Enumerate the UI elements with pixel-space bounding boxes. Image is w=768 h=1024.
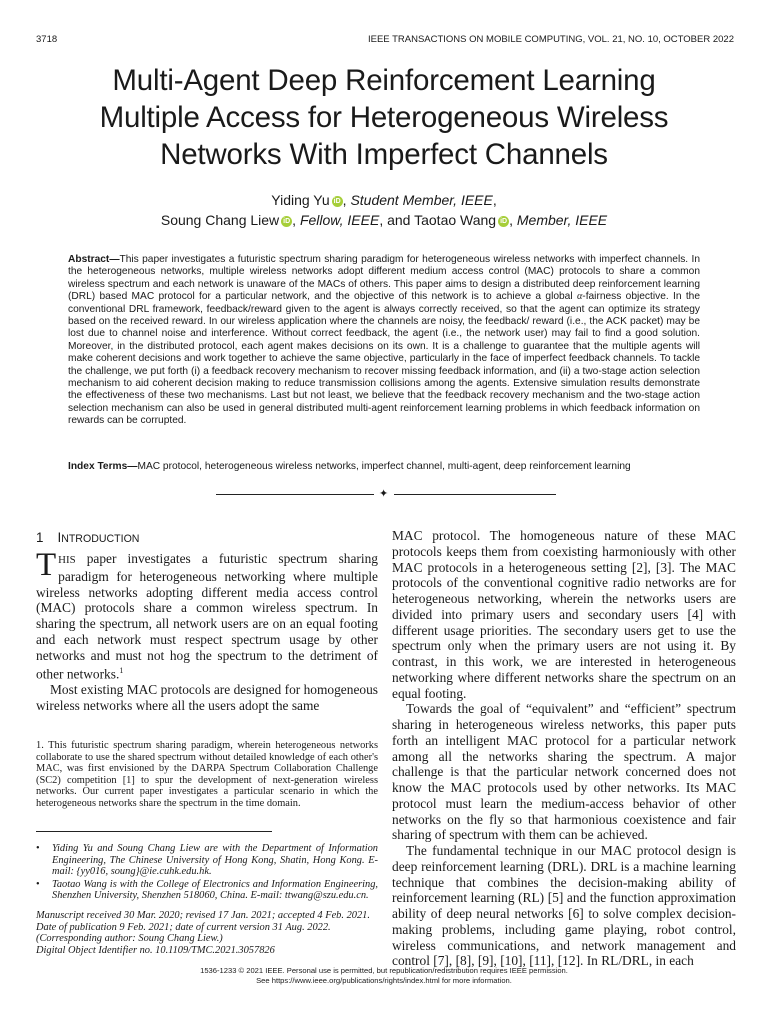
index-terms-label: Index Terms— [68, 461, 138, 472]
doi-line: Digital Object Identifier no. 10.1109/TMC.2021.3057826 [36, 944, 275, 956]
bullet-icon: • [36, 878, 40, 890]
divider-line-right [394, 494, 556, 495]
paragraph [36, 547, 378, 682]
affiliation-text: Yiding Yu and Soung Chang Liew are with the Department of Information Engineering, The Chinese University of Hong Kong, Shatin, Hong Kong. E-mail: {yy016, soung}@ie.cuhk.edu.hk. [52, 843, 378, 878]
drop-cap: T [36, 547, 57, 583]
copyright-link[interactable]: See https://www.ieee.org/publications/rights/index.html for more information. [256, 975, 512, 985]
author-name: Taotao Wang [414, 212, 497, 228]
manuscript-info [36, 910, 378, 956]
paper-title [30, 62, 738, 173]
orcid-icon[interactable]: iD [283, 218, 291, 225]
paragraph: MAC protocol. The homogeneous nature of these MAC protocols keeps them from coexisting harmoniously with other MAC protocols in a heterogeneous setting [2], [3]. The MAC protocols of the conventional cognitive radio networks are for heterogeneous networking, wherein the networks users are divided into primary users and secondary users [4] with different usage priorities. The secondary users get to use the spectrum only when the primary users are not using it. By contrast, in this work, we are interested in heterogeneous networking where different networks share the spectrum on an equal footing. [392, 528, 736, 701]
author-name: Yiding Yu [271, 192, 330, 208]
orcid-icon[interactable]: iD [333, 198, 341, 205]
abstract-text-cont: -fairness objective. In the conventional DRL framework, feedback/reward given to the agent is always correctly received, so that the agent can optimize its strategy based on the received reward. In our wireless application where the channels are noisy, the feedback/ reward (i.e., the ACK packet) may be lost due to channel noise and interference. Without correct feedback, the agent (i.e., the network user) may fail to find a good solution. Moreover, in the distributed protocol, each agent makes decisions on its own. It is a challenge to guarantee that the multiple agents will make coherent decisions and work together to achieve the same objective, particularly in the face of imperfect feedback channels. To tackle the challenge, we put forth (i) a feedback recovery mechanism to recover missing feedback information, and (ii) a two-stage action selection mechanism to aid coherent decision making to reduce transmission collisions among the agents. Extensive simulation results demonstrate the effectiveness of these two mechanisms. Last but not least, we believe that the feedback recovery mechanism and the two-stage action selection mechanism can also be used in general distributed multi-agent reinforcement learning problems in which feedback information on rewards can be corrupted. [68, 291, 700, 427]
abstract-label: Abstract— [68, 254, 120, 265]
index-terms [68, 461, 700, 473]
footnote-rule [36, 831, 272, 832]
author-role: Member, IEEE [516, 212, 608, 228]
paragraph-text: paper investigates a futuristic spectrum sharing paradigm for heterogeneous networking where multiple wireless networks adopting different media access control (MAC) protocols share a common wireless spectrum. In sharing the spectrum, all network users are on an equal footing and each network must respect spectrum usage by other networks and must not hog the spectrum to the detriment of other networks. [36, 551, 378, 682]
divider-ornament-icon: ✦ [379, 488, 389, 500]
bullet-icon: • [36, 843, 40, 854]
divider-line-left [216, 494, 374, 495]
title-line: Multiple Access for Heterogeneous Wireless [99, 101, 669, 134]
footnote: 1. This futuristic spectrum sharing paradigm, wherein heterogeneous networks collaborate to use the shared spectrum without detailed knowledge of each other's MAC, was first envisioned by the DARPA Spectrum Collaboration Challenge (SC2) competition [1] to spur the development of next-generation wireless networks. Our current paper investigates a particular scenario in which the heterogeneous networks share the spectrum in the time domain. [36, 740, 378, 809]
title-line: Multi-Agent Deep Reinforcement Learning [112, 64, 656, 97]
abstract [68, 254, 700, 428]
author-role: Student Member, IEEE [350, 192, 493, 208]
section-number: 1 [36, 530, 44, 545]
right-column [392, 528, 736, 969]
author-line-1: Yiding Yu iD , Student Member, IEEE, [271, 192, 497, 208]
copyright-line: 1536-1233 © 2021 IEEE. Personal use is permitted, but republication/redistribution requires IEEE permission. [200, 966, 568, 975]
author-line-2: Soung Chang Liew iD , Fellow, IEEE, and Taotao Wang iD , Member, IEEE [160, 212, 608, 228]
author-conjunction: and [387, 212, 411, 228]
orcid-icon[interactable]: iD [500, 218, 508, 225]
drop-cap-rest: HIS [58, 554, 76, 566]
left-column [36, 547, 378, 714]
manuscript-line: Date of publication 9 Feb. 2021; date of current version 31 Aug. 2022. [36, 921, 331, 933]
affiliations [36, 843, 378, 903]
copyright-notice [0, 966, 768, 985]
section-heading [36, 530, 139, 545]
section-title-initial: I [57, 530, 62, 545]
manuscript-line: Manuscript received 30 Mar. 2020; revised 17 Jan. 2021; accepted 4 Feb. 2021. [36, 910, 370, 921]
footnote-ref[interactable]: 1 [119, 666, 124, 676]
paragraph: Most existing MAC protocols are designed for homogeneous wireless networks where all the users adopt the same [36, 682, 378, 714]
alpha-symbol: α [576, 291, 583, 303]
affiliation-item [36, 879, 378, 902]
section-title-rest: NTRODUCTION [61, 533, 140, 545]
section-divider [216, 489, 556, 501]
affiliation-item [36, 843, 378, 878]
page-number: 3718 [36, 34, 58, 45]
index-terms-text: MAC protocol, heterogeneous wireless networks, imperfect channel, multi-agent, deep reinforcement learning [137, 461, 631, 472]
manuscript-line: (Corresponding author: Soung Chang Liew.) [36, 933, 223, 945]
paragraph: Towards the goal of “equivalent” and “efficient” spectrum sharing in heterogeneous wireless networks, this paper puts forth an intelligent MAC protocol for a particular network among all the networks sharing the spectrum. A major challenge is that the particular network concerned does not know the MAC protocols used by other networks. Its MAC protocol must learn the medium-access behavior of other networks on the fly so that harmonious coexistence and fair sharing of spectrum with them can be achieved. [392, 701, 736, 843]
title-line: Networks With Imperfect Channels [160, 138, 608, 171]
abstract-text: This paper investigates a futuristic spectrum sharing paradigm for heterogeneous wireless networks with imperfect channels. In the heterogeneous networks, multiple wireless networks adopt different medium access control (MAC) protocols to share a common wireless spectrum and each network is unaware of the MACs of others. This paper aims to design a distributed deep reinforcement learning (DRL) based MAC protocol for a particular network, and the objective of this network is to achieve a global [68, 254, 700, 303]
author-name: Soung Chang Liew [160, 212, 280, 228]
journal-header: IEEE TRANSACTIONS ON MOBILE COMPUTING, VOL. 21, NO. 10, OCTOBER 2022 [367, 34, 734, 45]
paragraph: The fundamental technique in our MAC protocol design is deep reinforcement learning (DRL). DRL is a machine learning technique that combines the decision-making ability of reinforcement learning (RL) [5] and the function approximation ability of deep neural networks [6] to solve complex decision-making problems, including game playing, robot control, wireless communications, and network management and control [7], [8], [9], [10], [11], [12]. In RL/DRL, in each [392, 843, 736, 969]
affiliation-text: Taotao Wang is with the College of Electronics and Information Engineering, Shenzhen University, Shenzhen 518060, China. E-mail: ttwang@szu.edu.cn. [52, 878, 378, 902]
author-role: Fellow, IEEE [299, 212, 380, 228]
